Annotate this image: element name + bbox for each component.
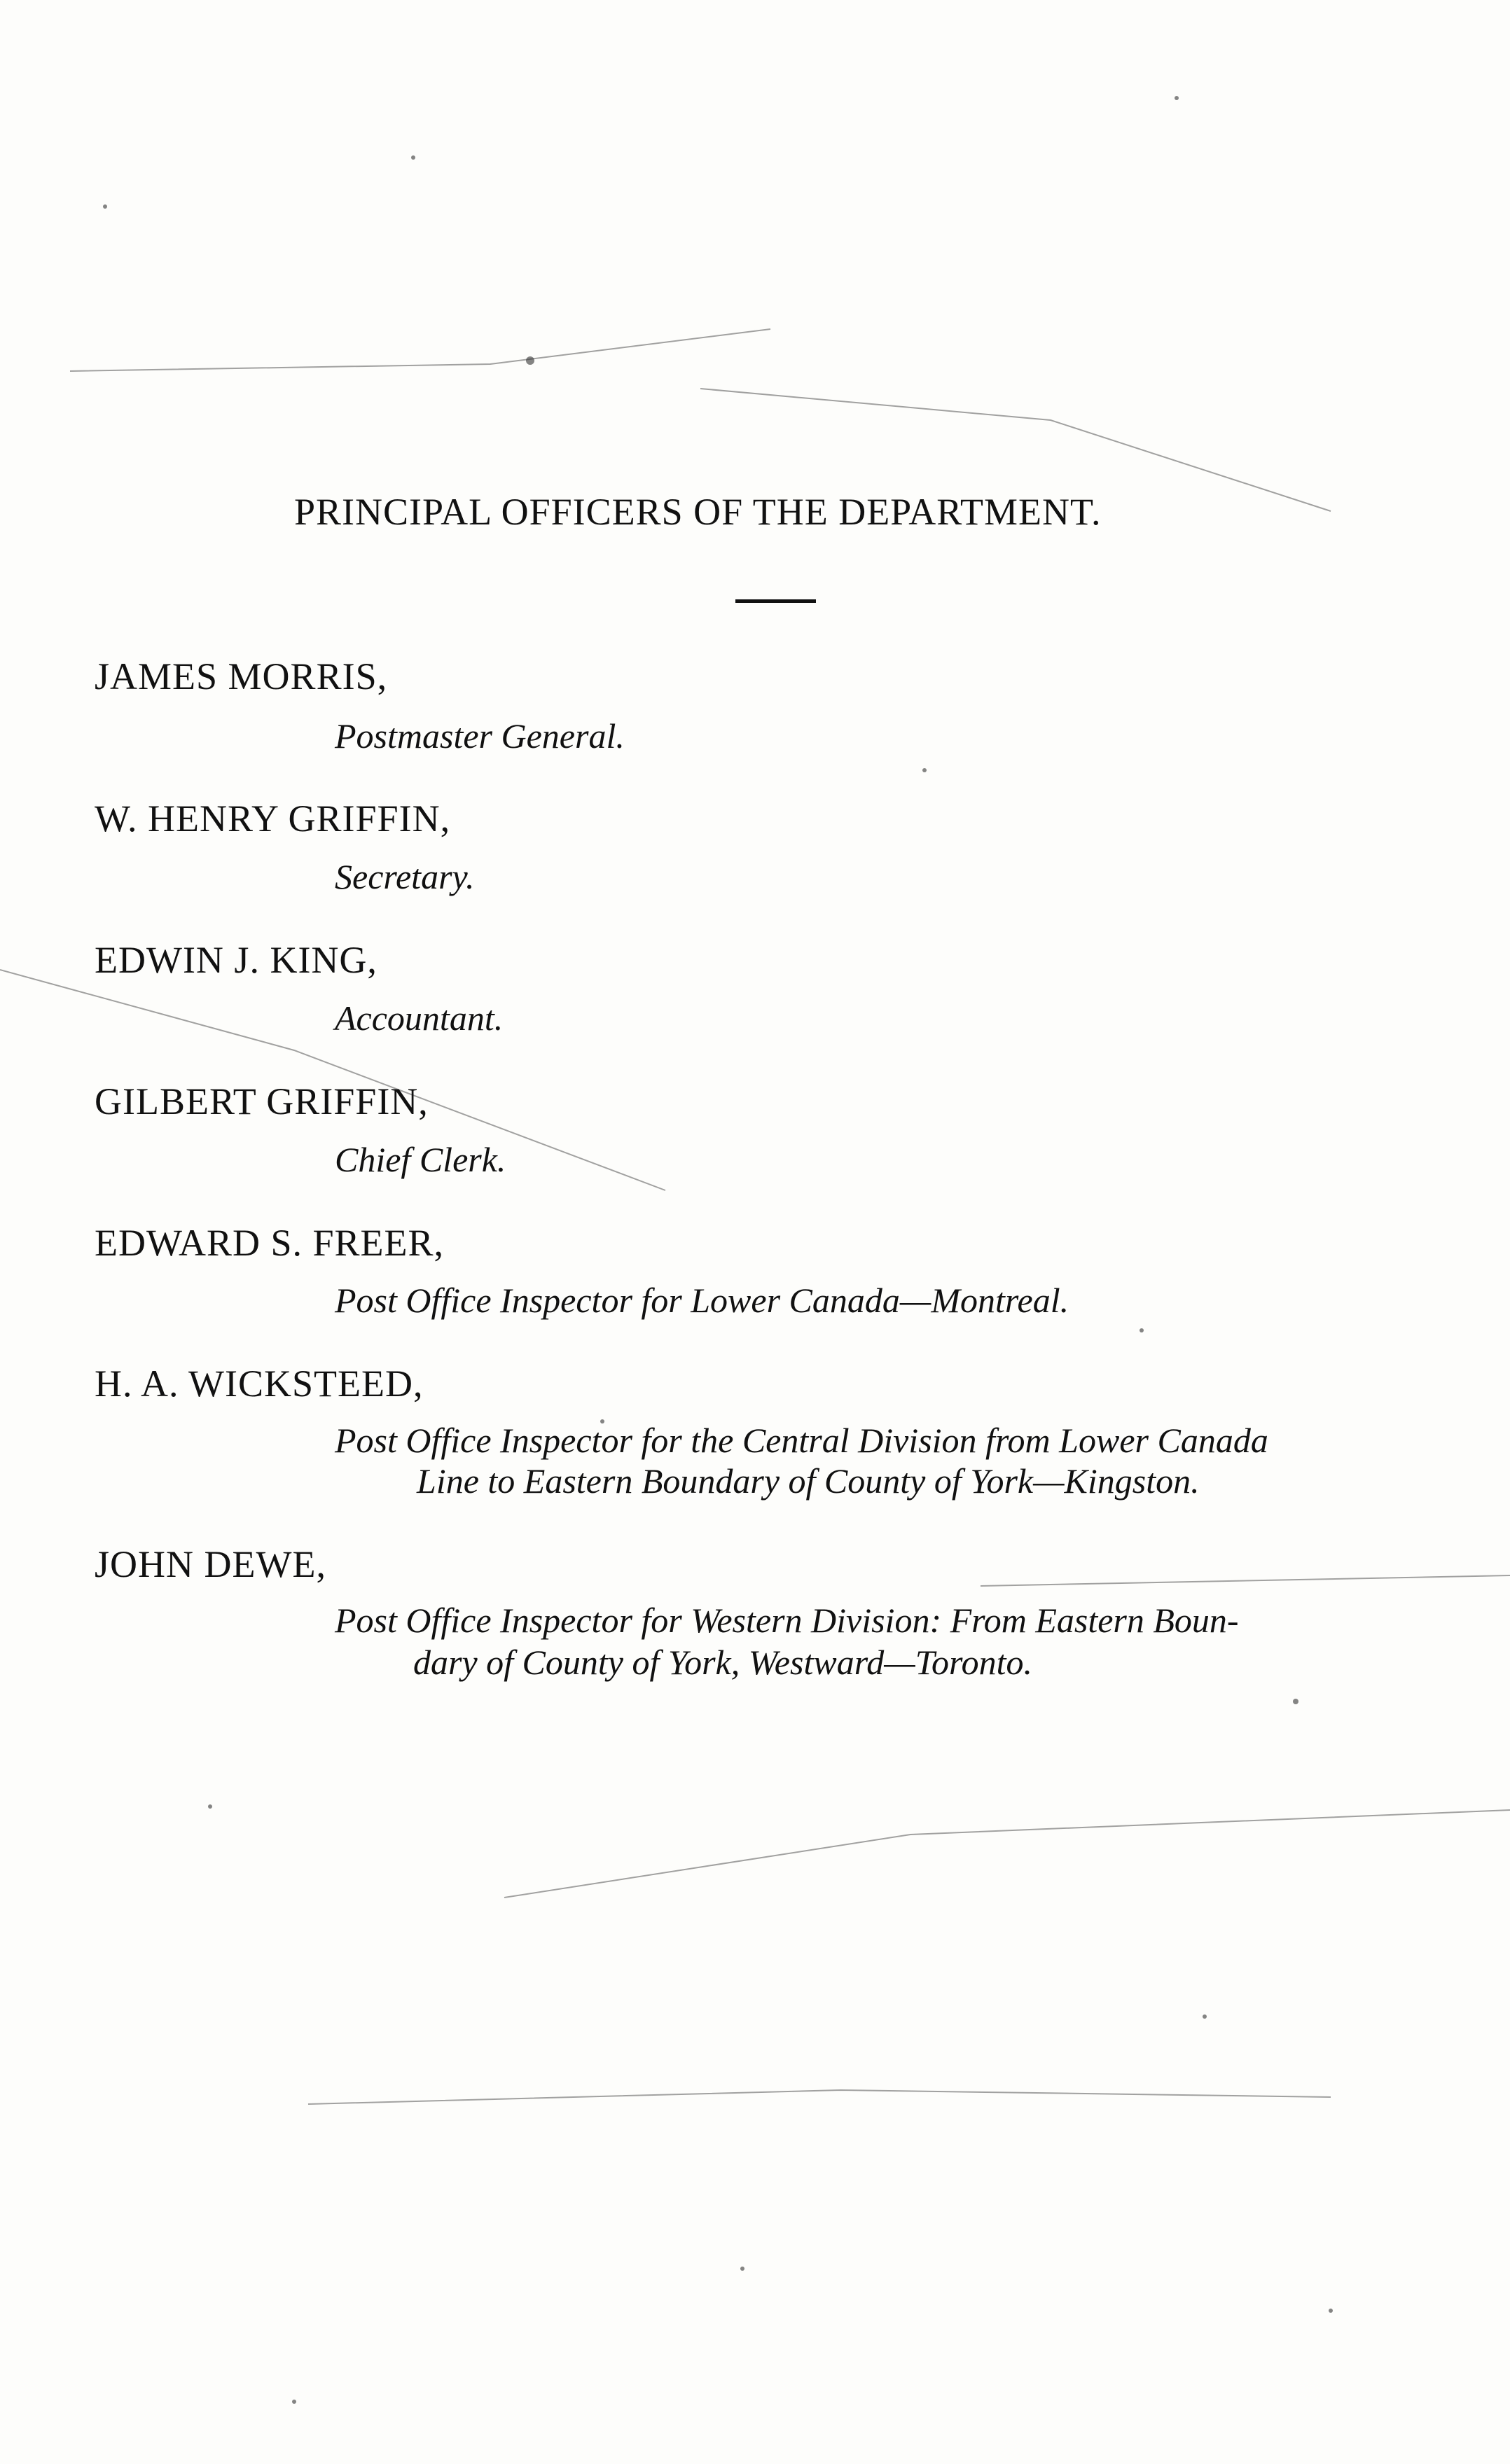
officer-title: Accountant. — [335, 998, 504, 1038]
officer-title: Post Office Inspector for Western Division: From Eastern Boun- — [335, 1601, 1239, 1640]
officer-title: Secretary. — [335, 857, 475, 896]
officer-title: Postmaster General. — [335, 716, 625, 756]
officer-title: Post Office Inspector for Lower Canada—Montreal. — [335, 1281, 1069, 1320]
officer-name: EDWARD S. FREER, — [95, 1222, 445, 1264]
title-divider — [735, 599, 816, 603]
page-title: PRINCIPAL OFFICERS OF THE DEPARTMENT. — [294, 491, 1102, 533]
officer-name: GILBERT GRIFFIN, — [95, 1080, 429, 1122]
officer-title: Chief Clerk. — [335, 1140, 506, 1179]
officer-name: EDWIN J. KING, — [95, 939, 378, 981]
officer-name: H. A. WICKSTEED, — [95, 1363, 424, 1405]
officer-name: JAMES MORRIS, — [95, 655, 388, 697]
officer-name: JOHN DEWE, — [95, 1543, 326, 1585]
officer-name: W. HENRY GRIFFIN, — [95, 798, 451, 840]
officer-title: Post Office Inspector for the Central Division from Lower Canada — [335, 1421, 1268, 1460]
officer-title-continued: dary of County of York, Westward—Toronto. — [413, 1643, 1032, 1682]
officer-title-continued: Line to Eastern Boundary of County of York—Kingston. — [417, 1461, 1200, 1501]
